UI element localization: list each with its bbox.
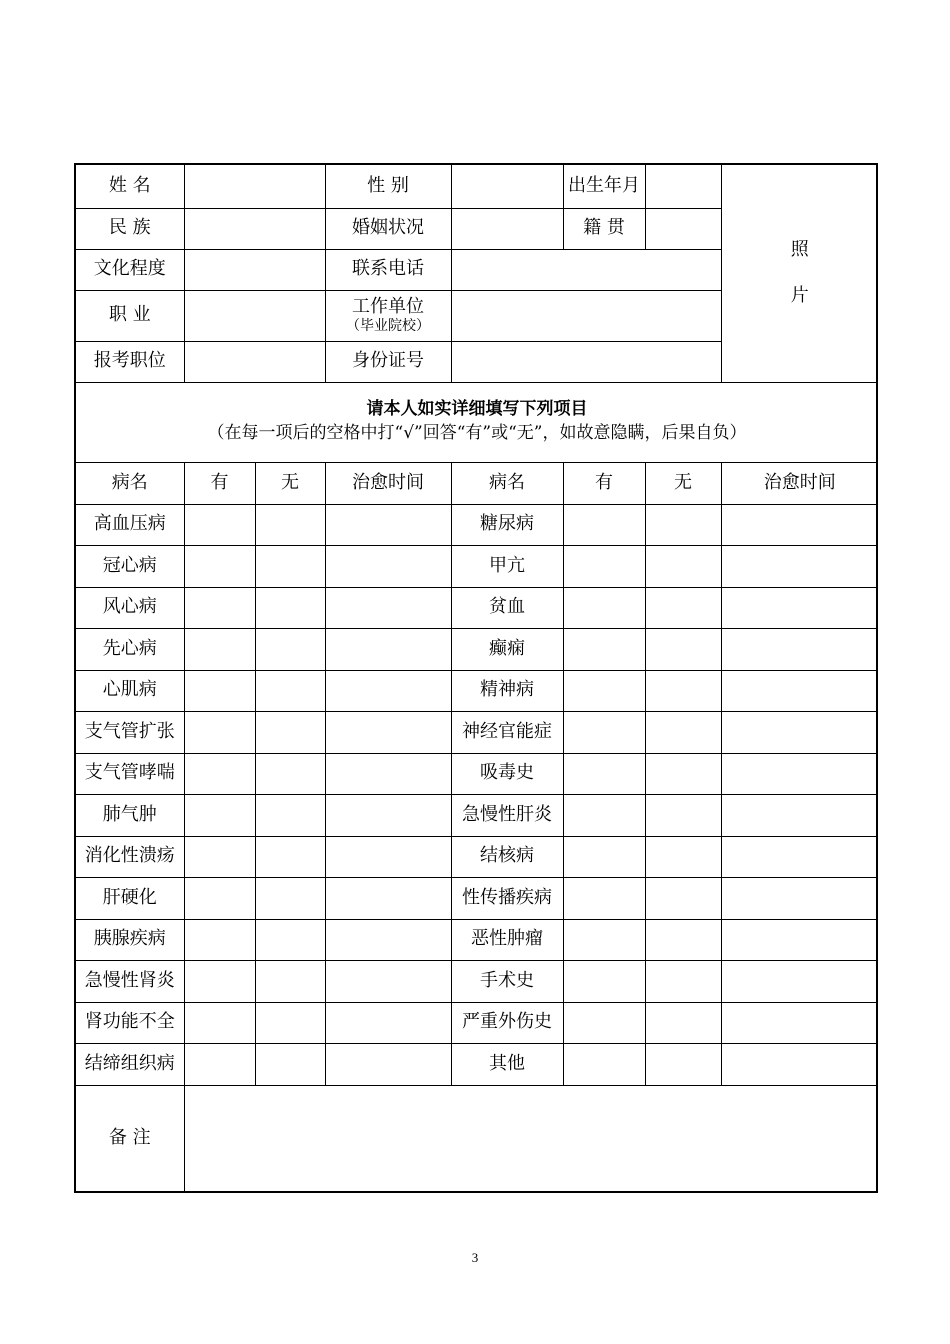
cure-time-right[interactable] bbox=[721, 670, 878, 712]
no-checkbox-right[interactable] bbox=[645, 919, 721, 961]
disease-name-right: 糖尿病 bbox=[451, 504, 563, 546]
yes-checkbox-right[interactable] bbox=[563, 670, 645, 712]
disease-name-left: 先心病 bbox=[76, 629, 184, 671]
disease-name-left: 冠心病 bbox=[76, 546, 184, 588]
table-row bbox=[76, 753, 878, 795]
disease-name-left: 胰腺疾病 bbox=[76, 919, 184, 961]
no-checkbox-left[interactable] bbox=[255, 670, 325, 712]
cure-time-left[interactable] bbox=[325, 753, 451, 795]
ethnicity-field[interactable] bbox=[184, 208, 325, 249]
remarks-field[interactable] bbox=[184, 1085, 878, 1191]
no-checkbox-right[interactable] bbox=[645, 1044, 721, 1086]
no-checkbox-left[interactable] bbox=[255, 836, 325, 878]
no-checkbox-left[interactable] bbox=[255, 919, 325, 961]
employer-field[interactable] bbox=[451, 290, 721, 341]
page-number: 3 bbox=[471, 1250, 479, 1265]
position-label: 报考职位 bbox=[76, 341, 184, 382]
table-row bbox=[76, 504, 878, 546]
no-checkbox-right[interactable] bbox=[645, 836, 721, 878]
header-no-2: 无 bbox=[645, 462, 721, 504]
disease-name-left: 支气管扩张 bbox=[76, 712, 184, 754]
occupation-field[interactable] bbox=[184, 290, 325, 341]
cure-time-left[interactable] bbox=[325, 629, 451, 671]
no-checkbox-left[interactable] bbox=[255, 504, 325, 546]
disease-name-left: 高血压病 bbox=[76, 504, 184, 546]
remarks-label: 备 注 bbox=[76, 1085, 184, 1191]
no-checkbox-left[interactable] bbox=[255, 546, 325, 588]
disease-name-right: 吸毒史 bbox=[451, 753, 563, 795]
disease-name-right: 神经官能症 bbox=[451, 712, 563, 754]
no-checkbox-left[interactable] bbox=[255, 753, 325, 795]
cure-time-right[interactable] bbox=[721, 919, 878, 961]
table-row bbox=[76, 795, 878, 837]
yes-checkbox-left[interactable] bbox=[184, 587, 255, 629]
table-row bbox=[76, 1044, 878, 1086]
id-field[interactable] bbox=[451, 341, 721, 382]
no-checkbox-right[interactable] bbox=[645, 587, 721, 629]
cure-time-left[interactable] bbox=[325, 712, 451, 754]
no-checkbox-right[interactable] bbox=[645, 753, 721, 795]
no-checkbox-left[interactable] bbox=[255, 878, 325, 920]
birth-field[interactable] bbox=[645, 165, 721, 208]
education-field[interactable] bbox=[184, 249, 325, 290]
yes-checkbox-left[interactable] bbox=[184, 1002, 255, 1044]
origin-field[interactable] bbox=[645, 208, 721, 249]
no-checkbox-right[interactable] bbox=[645, 961, 721, 1003]
cure-time-left[interactable] bbox=[325, 504, 451, 546]
cure-time-right[interactable] bbox=[721, 1044, 878, 1086]
yes-checkbox-right[interactable] bbox=[563, 504, 645, 546]
table-row bbox=[76, 961, 878, 1003]
disease-name-left: 消化性溃疡 bbox=[76, 836, 184, 878]
table-row bbox=[76, 670, 878, 712]
yes-checkbox-left[interactable] bbox=[184, 546, 255, 588]
marital-field[interactable] bbox=[451, 208, 563, 249]
remarks-row bbox=[76, 1085, 878, 1191]
id-label: 身份证号 bbox=[325, 341, 451, 382]
gender-field[interactable] bbox=[451, 165, 563, 208]
employer-label-cell bbox=[325, 290, 451, 341]
yes-checkbox-left[interactable] bbox=[184, 670, 255, 712]
yes-checkbox-left[interactable] bbox=[184, 961, 255, 1003]
cure-time-left[interactable] bbox=[325, 836, 451, 878]
yes-checkbox-right[interactable] bbox=[563, 546, 645, 588]
disease-name-left: 肾功能不全 bbox=[76, 1002, 184, 1044]
cure-time-left[interactable] bbox=[325, 670, 451, 712]
disease-name-left: 结缔组织病 bbox=[76, 1044, 184, 1086]
disease-name-right: 癫痫 bbox=[451, 629, 563, 671]
cure-time-right[interactable] bbox=[721, 878, 878, 920]
origin-label: 籍 贯 bbox=[563, 208, 645, 249]
disease-name-left: 肝硬化 bbox=[76, 878, 184, 920]
disease-name-right: 严重外伤史 bbox=[451, 1002, 563, 1044]
notice-title: 请本人如实详细填写下列项目 bbox=[366, 399, 588, 420]
photo-label-2: 片 bbox=[790, 285, 809, 307]
yes-checkbox-left[interactable] bbox=[184, 504, 255, 546]
cure-time-left[interactable] bbox=[325, 1002, 451, 1044]
yes-checkbox-left[interactable] bbox=[184, 1044, 255, 1086]
position-field[interactable] bbox=[184, 341, 325, 382]
disease-name-right: 贫血 bbox=[451, 587, 563, 629]
cure-time-right[interactable] bbox=[721, 629, 878, 671]
cure-time-left[interactable] bbox=[325, 546, 451, 588]
birth-label: 出生年月 bbox=[563, 165, 645, 208]
table-row bbox=[76, 587, 878, 629]
no-checkbox-left[interactable] bbox=[255, 712, 325, 754]
disease-name-right: 急慢性肝炎 bbox=[451, 795, 563, 837]
form-table bbox=[76, 165, 878, 1191]
no-checkbox-right[interactable] bbox=[645, 712, 721, 754]
cure-time-left[interactable] bbox=[325, 919, 451, 961]
notice-row bbox=[76, 382, 878, 462]
disease-name-right: 精神病 bbox=[451, 670, 563, 712]
cure-time-left[interactable] bbox=[325, 587, 451, 629]
yes-checkbox-left[interactable] bbox=[184, 878, 255, 920]
no-checkbox-left[interactable] bbox=[255, 1044, 325, 1086]
no-checkbox-right[interactable] bbox=[645, 1002, 721, 1044]
yes-checkbox-left[interactable] bbox=[184, 753, 255, 795]
yes-checkbox-right[interactable] bbox=[563, 919, 645, 961]
education-label: 文化程度 bbox=[76, 249, 184, 290]
header-disease-name: 病名 bbox=[76, 462, 184, 504]
yes-checkbox-left[interactable] bbox=[184, 795, 255, 837]
table-row bbox=[76, 629, 878, 671]
name-label: 姓 名 bbox=[76, 165, 184, 208]
table-row bbox=[76, 919, 878, 961]
gender-label: 性 别 bbox=[325, 165, 451, 208]
table-row bbox=[76, 836, 878, 878]
yes-checkbox-right[interactable] bbox=[563, 795, 645, 837]
disease-name-left: 急慢性肾炎 bbox=[76, 961, 184, 1003]
no-checkbox-right[interactable] bbox=[645, 629, 721, 671]
cure-time-right[interactable] bbox=[721, 1002, 878, 1044]
cure-time-left[interactable] bbox=[325, 795, 451, 837]
header-no: 无 bbox=[255, 462, 325, 504]
name-field[interactable] bbox=[184, 165, 325, 208]
phone-label: 联系电话 bbox=[325, 249, 451, 290]
no-checkbox-left[interactable] bbox=[255, 587, 325, 629]
occupation-label: 职 业 bbox=[76, 290, 184, 341]
disease-name-right: 其他 bbox=[451, 1044, 563, 1086]
no-checkbox-right[interactable] bbox=[645, 878, 721, 920]
yes-checkbox-right[interactable] bbox=[563, 961, 645, 1003]
header-yes: 有 bbox=[184, 462, 255, 504]
photo-label-1: 照 bbox=[790, 238, 809, 260]
no-checkbox-left[interactable] bbox=[255, 795, 325, 837]
no-checkbox-right[interactable] bbox=[645, 546, 721, 588]
cure-time-right[interactable] bbox=[721, 961, 878, 1003]
disease-name-left: 肺气肿 bbox=[76, 795, 184, 837]
notice-subtitle: （在每一项后的空格中打“√”回答“有”或“无”，如故意隐瞒，后果自负） bbox=[207, 423, 747, 443]
no-checkbox-right[interactable] bbox=[645, 795, 721, 837]
no-checkbox-left[interactable] bbox=[255, 1002, 325, 1044]
disease-name-right: 性传播疾病 bbox=[451, 878, 563, 920]
yes-checkbox-right[interactable] bbox=[563, 878, 645, 920]
yes-checkbox-right[interactable] bbox=[563, 1044, 645, 1086]
disease-header-row bbox=[76, 462, 878, 504]
disease-name-right: 甲亢 bbox=[451, 546, 563, 588]
info-row-1 bbox=[76, 165, 878, 208]
yes-checkbox-right[interactable] bbox=[563, 753, 645, 795]
disease-name-right: 结核病 bbox=[451, 836, 563, 878]
cure-time-right[interactable] bbox=[721, 836, 878, 878]
health-declaration-form bbox=[74, 163, 878, 1193]
no-checkbox-left[interactable] bbox=[255, 629, 325, 671]
phone-field[interactable] bbox=[451, 249, 721, 290]
no-checkbox-right[interactable] bbox=[645, 504, 721, 546]
cure-time-right[interactable] bbox=[721, 504, 878, 546]
table-row bbox=[76, 1002, 878, 1044]
photo-box[interactable] bbox=[721, 165, 878, 382]
employer-label: 工作单位 bbox=[352, 296, 424, 318]
header-cure-time-2: 治愈时间 bbox=[721, 462, 878, 504]
disease-name-right: 恶性肿瘤 bbox=[451, 919, 563, 961]
ethnicity-label: 民 族 bbox=[76, 208, 184, 249]
cure-time-right[interactable] bbox=[721, 712, 878, 754]
yes-checkbox-left[interactable] bbox=[184, 712, 255, 754]
cure-time-left[interactable] bbox=[325, 878, 451, 920]
yes-checkbox-left[interactable] bbox=[184, 836, 255, 878]
cure-time-left[interactable] bbox=[325, 961, 451, 1003]
marital-label: 婚姻状况 bbox=[325, 208, 451, 249]
yes-checkbox-left[interactable] bbox=[184, 629, 255, 671]
disease-name-left: 心肌病 bbox=[76, 670, 184, 712]
cure-time-right[interactable] bbox=[721, 546, 878, 588]
cure-time-right[interactable] bbox=[721, 587, 878, 629]
cure-time-right[interactable] bbox=[721, 795, 878, 837]
disease-name-left: 支气管哮喘 bbox=[76, 753, 184, 795]
no-checkbox-right[interactable] bbox=[645, 670, 721, 712]
table-row bbox=[76, 712, 878, 754]
no-checkbox-left[interactable] bbox=[255, 961, 325, 1003]
employer-sub-label: （毕业院校） bbox=[346, 317, 430, 334]
header-disease-name-2: 病名 bbox=[451, 462, 563, 504]
disease-name-left: 风心病 bbox=[76, 587, 184, 629]
header-yes-2: 有 bbox=[563, 462, 645, 504]
cure-time-right[interactable] bbox=[721, 753, 878, 795]
header-cure-time: 治愈时间 bbox=[325, 462, 451, 504]
yes-checkbox-right[interactable] bbox=[563, 1002, 645, 1044]
yes-checkbox-left[interactable] bbox=[184, 919, 255, 961]
notice-cell bbox=[76, 382, 878, 462]
cure-time-left[interactable] bbox=[325, 1044, 451, 1086]
table-row bbox=[76, 546, 878, 588]
table-row bbox=[76, 878, 878, 920]
yes-checkbox-right[interactable] bbox=[563, 712, 645, 754]
yes-checkbox-right[interactable] bbox=[563, 587, 645, 629]
disease-name-right: 手术史 bbox=[451, 961, 563, 1003]
yes-checkbox-right[interactable] bbox=[563, 836, 645, 878]
yes-checkbox-right[interactable] bbox=[563, 629, 645, 671]
